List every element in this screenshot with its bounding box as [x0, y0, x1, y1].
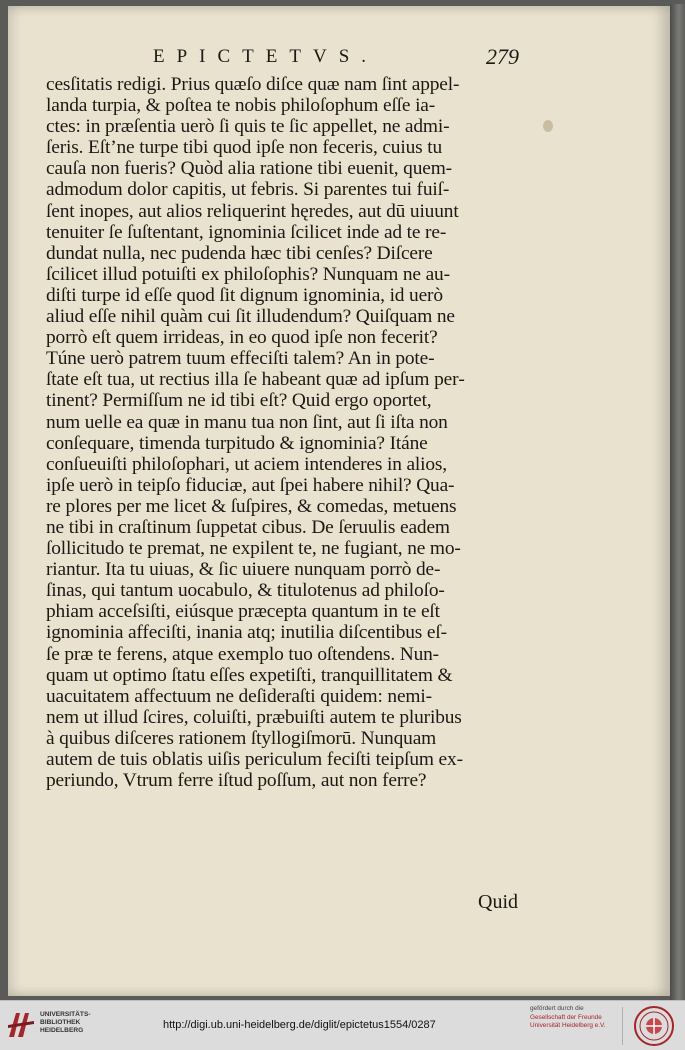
- text-line: cauſa non fueris? Quòd alia ratione tibi euenit, quem‑: [46, 158, 452, 180]
- text-line: num uelle ea quæ in manu tua non ſint, aut ſi iſta non: [46, 411, 448, 433]
- university-logo-icon[interactable]: [6, 1009, 36, 1041]
- sponsor-name-line: Gesellschaft der Freunde: [530, 1013, 602, 1021]
- running-title: EPICTETVS.: [153, 46, 379, 67]
- sponsor-credit: [530, 1005, 620, 1031]
- text-line: tenuiter ſe ſuſtentant, ignominia ſcilicet inde ad te re‑: [46, 221, 447, 243]
- text-line: phiam acceſsiſti, eiúsque præcepta quantum in te eſt: [46, 601, 440, 623]
- text-line: ctes: in præſentia uerò ſi quis te ſic appellet, ne admi‑: [46, 116, 450, 138]
- text-line: autem de tuis oblatis uiſis periculum feciſti teipſum ex‑: [46, 749, 463, 770]
- text-line: ſe præ te ferens, atque exemplo tuo oſtendens. Nun‑: [46, 643, 439, 665]
- text-line: quam ut optimo ſtatu eſſes expetiſti, tranquillitatem &: [46, 664, 453, 686]
- university-name-line: HEIDELBERG: [40, 1027, 84, 1034]
- university-name-line: BIBLIOTHEK: [40, 1019, 81, 1026]
- text-line: ipſe uerò in teipſo fiduciæ, aut ſpei habere nihil? Qua‑: [46, 474, 455, 496]
- text-line: ſtate eſt tua, ut rectius illa ſe habeant quæ ad ipſum per‑: [46, 369, 465, 391]
- ink-smudge: [543, 120, 553, 132]
- catchword: Quid: [478, 891, 518, 913]
- text-line: uacuitatem affectuum ne deſideraſti quidem: nemi‑: [46, 685, 432, 707]
- text-line: à quibus diſceres rationem ſtyllogiſmorū. Nunquam: [46, 727, 437, 749]
- text-line: porrò eſt quem irrideas, in eo quod ipſe non fecerit?: [46, 327, 438, 349]
- text-line: ſollicitudo te premat, ne expilent te, ne fugiant, ne mo‑: [46, 538, 461, 560]
- permalink-url[interactable]: http://digi.ub.uni-heidelberg.de/diglit/epictetus1554/0287: [163, 1019, 436, 1031]
- running-head: [8, 46, 670, 74]
- text-line: nem ut illud ſcires, coluiſti, præbuiſti autem te pluribus: [46, 706, 462, 728]
- text-line: aliud eſſe nihil quàm cui ſit illudendum? Quiſquam ne: [46, 306, 455, 328]
- text-line: diſti turpe id eſſe quod ſit dignum ignominia, id uerò: [46, 284, 443, 306]
- text-line: ſeris. Eſt’ne turpe tibi quod ipſe non feceris, cuius tu: [46, 137, 443, 159]
- text-line: tinent? Permiſſum ne id tibi eſt? Quid ergo oportet,: [46, 390, 432, 412]
- text-line: conſueuiſti philoſophari, ut aciem intenderes in alios,: [46, 453, 448, 475]
- text-line: riantur. Ita tu uiuas, & ſic uiuere nunquam porrò de‑: [46, 559, 441, 581]
- book-page: [8, 6, 670, 996]
- text-line: re plores per me licet & ſuſpires, & comedas, metuens: [46, 495, 457, 517]
- page-number: 279: [486, 44, 519, 69]
- page-edge: [670, 4, 685, 1000]
- text-line: admodum dolor capitis, ut febris. Si parentes tui fuiſ‑: [46, 179, 450, 201]
- text-line: Túne uerò patrem tuum effeciſti talem? An in pote‑: [46, 348, 435, 370]
- text-line: periundo, Vtrum ferre iſtud poſſum, aut non ferre?: [46, 770, 427, 792]
- sponsor-seal-icon[interactable]: [633, 1005, 675, 1047]
- sponsor-name-line: Universität Heidelberg e.V.: [530, 1022, 606, 1029]
- text-line: ſcilicet illud potuiſti ex philoſophis? Nunquam ne au‑: [46, 263, 450, 285]
- sponsor-intro: gefördert durch die: [530, 1005, 584, 1012]
- text-line: conſequare, timenda turpitudo & ignominia? Itáne: [46, 432, 428, 454]
- body-text: [46, 74, 531, 791]
- text-line: ne tibi in craſtinum ſuppetat cibus. De ſeruulis eadem: [46, 516, 450, 538]
- text-line: ſent inopes, aut alios reliquerint hęredes, aut dū uiuunt: [46, 200, 459, 222]
- viewer-footer: [0, 1000, 685, 1050]
- text-line: landa turpia, & poſtea te nobis philoſophum eſſe ia‑: [46, 95, 436, 117]
- text-line: ignominia affeciſti, inania atq; inutilia diſcentibus eſ‑: [46, 622, 447, 644]
- footer-divider: [622, 1007, 623, 1045]
- text-line: cesſitatis redigi. Prius quæſo diſce quæ nam ſint appel‑: [46, 74, 460, 95]
- text-line: ſinas, qui tantum uocabulo, & titulotenus ad philoſo‑: [46, 580, 445, 602]
- university-name: [40, 1011, 110, 1035]
- text-line: dundat nulla, nec pudenda hæc tibi cenſes? Diſcere: [46, 242, 433, 264]
- university-name-line: UNIVERSITÄTS-: [40, 1011, 91, 1018]
